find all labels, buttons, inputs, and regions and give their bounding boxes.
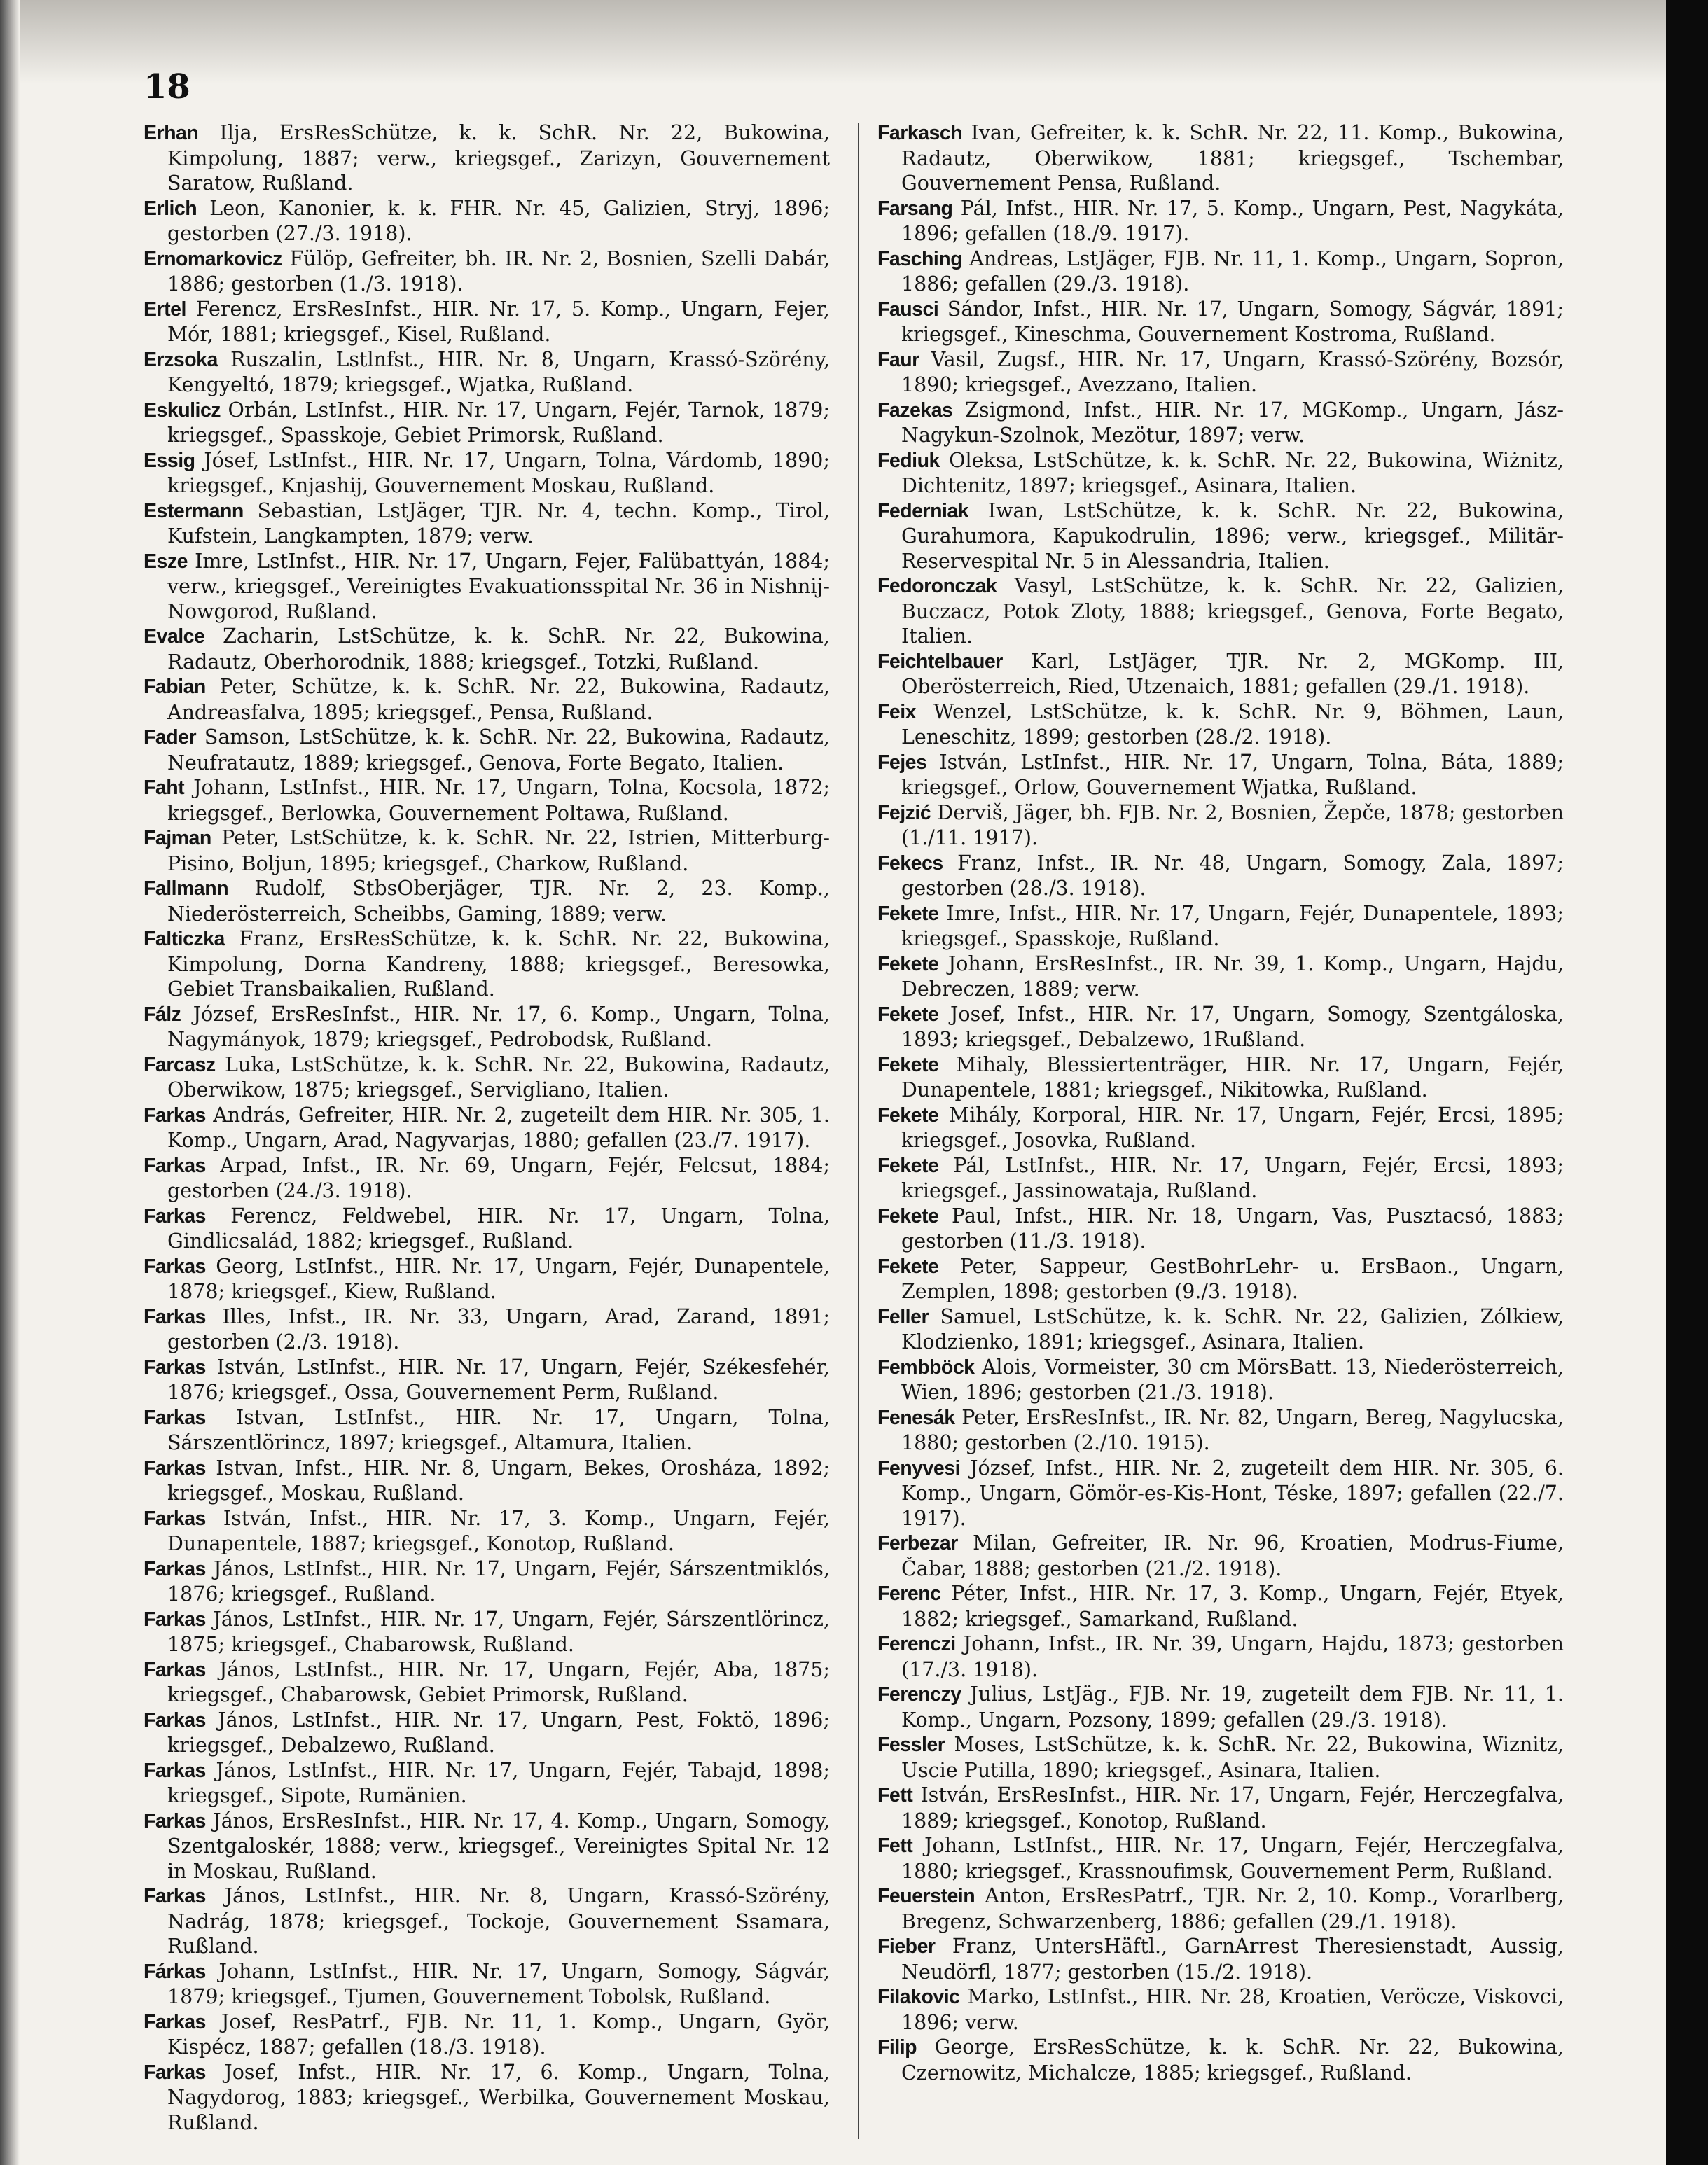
casualty-entry [877, 800, 1564, 851]
entry-details: Moses, LstSchütze, k. k. SchR. Nr. 22, Bukowina, Wiznitz, Uscie Putilla, 1890; kriegsgef., Asinara, Italien. [901, 1733, 1564, 1782]
entry-details: Arpad, Infst., IR. Nr. 69, Ungarn, Fejér, Felcsut, 1884; gestorben (24./3. 1918). [167, 1153, 830, 1202]
entry-surname: Ertel [144, 298, 186, 321]
casualty-entry [144, 1557, 830, 1607]
casualty-entry [877, 1153, 1564, 1204]
casualty-entry [144, 1002, 830, 1052]
casualty-entry [144, 1809, 830, 1884]
entry-surname: Fasching [877, 247, 963, 270]
entry-surname: Fader [144, 726, 197, 749]
casualty-entry [877, 398, 1564, 448]
entry-surname: Farkas [144, 1809, 206, 1832]
casualty-entry [877, 120, 1564, 196]
entry-details: Johann, LstInfst., HIR. Nr. 17, Ungarn, Tolna, Kocsola, 1872; kriegsgef., Berlowka, Gouvernement Poltawa, Rußland. [167, 776, 830, 825]
entry-details: Milan, Gefreiter, IR. Nr. 96, Kroatien, Modrus-Fiume, Čabar, 1888; gestorben (21./2. 1918). [901, 1531, 1564, 1580]
casualty-entry [144, 246, 830, 297]
casualty-entry [877, 499, 1564, 574]
casualty-entry [877, 1682, 1564, 1732]
entry-details: Ruszalin, Lstlnfst., HIR. Nr. 8, Ungarn, Krassó-Szörény, Kengyeltó, 1879; kriegsgef., Wjatka, Rußland. [167, 347, 830, 396]
entry-details: Johann, ErsResInfst., IR. Nr. 39, 1. Komp., Ungarn, Hajdu, Debreczen, 1889; verw. [901, 952, 1564, 1001]
casualty-entry [877, 573, 1564, 649]
entry-surname: Estermann [144, 499, 244, 522]
entry-surname: Esze [144, 550, 188, 573]
casualty-entry [144, 1103, 830, 1153]
casualty-entry [144, 2060, 830, 2136]
casualty-entry [144, 826, 830, 876]
entry-surname: Farkas [144, 1456, 206, 1480]
entry-details: Pál, Infst., HIR. Nr. 17, 5. Komp., Ungarn, Pest, Nagykáta, 1896; gefallen (18./9. 1917). [901, 196, 1564, 245]
entry-surname: Erhan [144, 122, 199, 144]
entry-details: István, LstInfst., HIR. Nr. 17, Ungarn, Tolna, Báta, 1889; kriegsgef., Orlow, Gouvernement Wjatka, Rußland. [901, 750, 1564, 799]
casualty-entry [877, 1405, 1564, 1456]
casualty-entry [877, 1732, 1564, 1783]
entry-surname: Farkas [144, 1608, 206, 1631]
entry-surname: Fekete [877, 1204, 939, 1227]
entry-details: Zacharin, LstSchütze, k. k. SchR. Nr. 22, Bukowina, Radautz, Oberhorodnik, 1888; kriegsgef., Totzki, Rußland. [167, 625, 830, 674]
entry-surname: Farkas [144, 1885, 206, 1907]
entry-surname: Farkas [144, 1759, 206, 1782]
entry-details: Wenzel, LstSchütze, k. k. SchR. Nr. 9, Böhmen, Laun, Leneschitz, 1899; gestorben (28./2. 1918). [901, 699, 1564, 749]
casualty-entry [877, 1934, 1564, 1984]
entry-details: Josef, Infst., HIR. Nr. 17, 6. Komp., Ungarn, Tolna, Nagydorog, 1883; kriegsgef., Werbilka, Gouvernement Moskau, Rußland. [167, 2060, 830, 2134]
casualty-entry [144, 196, 830, 246]
casualty-entry [144, 549, 830, 625]
entry-surname: Filip [877, 2036, 917, 2059]
entry-surname: Fazekas [877, 398, 953, 422]
casualty-entry [877, 1204, 1564, 1254]
entry-surname: Farcasz [144, 1053, 216, 1076]
entry-details: Zsigmond, Infst., HIR. Nr. 17, MGKomp., Ungarn, Jász-Nagykun-Szolnok, Mezötur, 1897; verw. [901, 398, 1564, 447]
casualty-entry [877, 851, 1564, 901]
entry-details: Ilja, ErsResSchütze, k. k. SchR. Nr. 22, Bukowina, Kimpolung, 1887; verw., kriegsgef., Zarizyn, Gouvernement Saratow, Rußland. [167, 121, 830, 195]
casualty-entry [144, 1884, 830, 1959]
entry-surname: Fembböck [877, 1356, 975, 1379]
entry-details: Marko, LstInfst., HIR. Nr. 28, Kroatien, Veröcze, Viskovci, 1896; verw. [901, 1985, 1564, 2034]
entry-details: Imre, Infst., HIR. Nr. 17, Ungarn, Fejér, Dunapentele, 1893; kriegsgef., Spasskoje, Rußland. [901, 901, 1564, 950]
entry-details: Ivan, Gefreiter, k. k. SchR. Nr. 22, 11. Komp., Bukowina, Radautz, Oberwikow, 1881; kriegsgef., Tschembar, Gouvernement Pensa, Rußland. [901, 121, 1564, 195]
casualty-entry [877, 1254, 1564, 1304]
entry-details: Franz, ErsResSchütze, k. k. SchR. Nr. 22, Bukowina, Kimpolung, Dorna Kandreny, 1888; kriegsgef., Beresowka, Gebiet Transbaikalien, Rußland. [167, 927, 830, 1001]
entry-surname: Fedoronczak [877, 575, 997, 597]
entry-details: Orbán, LstInfst., HIR. Nr. 17, Ungarn, Fejér, Tarnok, 1879; kriegsgef., Spasskoje, Gebiet Primorsk, Rußland. [167, 398, 830, 447]
entry-details: Johann, Infst., IR. Nr. 39, Ungarn, Hajdu, 1873; gestorben (17./3. 1918). [901, 1632, 1564, 1681]
casualty-entry [144, 926, 830, 1002]
casualty-entry [144, 1254, 830, 1304]
entry-surname: Farkas [144, 1104, 206, 1127]
entry-details: János, LstInfst., HIR. Nr. 17, Ungarn, Fejér, Sárszentlörincz, 1875; kriegsgef., Chabarowsk, Rußland. [167, 1607, 830, 1656]
casualty-entry [144, 1758, 830, 1809]
entry-details: Josef, ResPatrf., FJB. Nr. 11, 1. Komp., Ungarn, Györ, Kispécz, 1887; gefallen (18./3. 1918). [167, 2010, 830, 2059]
casualty-entry [877, 2035, 1564, 2085]
entry-surname: Farkas [144, 1708, 206, 1732]
entry-surname: Fallmann [144, 877, 229, 900]
casualty-entry [877, 1783, 1564, 1833]
entry-details: János, LstInfst., HIR. Nr. 17, Ungarn, Fejér, Tabajd, 1898; kriegsgef., Sipote, Rumänien. [167, 1758, 830, 1807]
entry-details: Johann, LstInfst., HIR. Nr. 17, Ungarn, Somogy, Ságvár, 1879; kriegsgef., Tjumen, Gouvernement Tobolsk, Rußland. [167, 1959, 830, 2008]
entry-surname: Erzsoka [144, 348, 218, 371]
casualty-entry [877, 1984, 1564, 2035]
entry-surname: Fabian [144, 676, 206, 698]
entry-details: András, Gefreiter, HIR. Nr. 2, zugeteilt dem HIR. Nr. 305, 1. Komp., Ungarn, Arad, Nagyvarjas, 1880; gefallen (23./7. 1917). [167, 1103, 830, 1152]
casualty-entry [877, 1833, 1564, 1884]
entry-details: Iwan, LstSchütze, k. k. SchR. Nr. 22, Bukowina, Gurahumora, Kapukodrulin, 1896; verw., kriegsgef., Militär-Reservespital Nr. 5 in Alessandria, Italien. [901, 499, 1564, 573]
entry-details: Istvan, LstInfst., HIR. Nr. 17, Ungarn, Tolna, Sárszentlörincz, 1897; kriegsgef., Altamura, Italien. [167, 1405, 830, 1454]
entry-surname: Eskulicz [144, 398, 221, 422]
entry-details: Peter, Sappeur, GestBohrLehr- u. ErsBaon., Ungarn, Zemplen, 1898; gestorben (9./3. 1918). [901, 1254, 1564, 1303]
casualty-entry [144, 1304, 830, 1355]
entry-details: Sándor, Infst., HIR. Nr. 17, Ungarn, Somogy, Ságvár, 1891; kriegsgef., Kineschma, Gouvernement Kostroma, Rußland. [901, 297, 1564, 346]
casualty-entry [144, 120, 830, 196]
entry-details: Pál, LstInfst., HIR. Nr. 17, Ungarn, Fejér, Ercsi, 1893; kriegsgef., Jassinowataja, Rußland. [901, 1153, 1564, 1202]
casualty-entry [877, 750, 1564, 800]
entry-surname: Fekete [877, 1053, 939, 1076]
entry-surname: Fekete [877, 952, 939, 975]
entry-details: Alois, Vormeister, 30 cm MörsBatt. 13, Niederösterreich, Wien, 1896; gestorben (21./3. 1918). [901, 1355, 1564, 1404]
entry-details: Karl, LstJäger, TJR. Nr. 2, MGKomp. III, Oberösterreich, Ried, Utzenaich, 1881; gefallen (29./1. 1918). [901, 649, 1564, 698]
casualty-entry [144, 624, 830, 674]
casualty-entry [877, 1355, 1564, 1405]
entry-surname: Fenesák [877, 1406, 955, 1429]
casualty-entry [877, 649, 1564, 699]
entry-details: Andreas, LstJäger, FJB. Nr. 11, 1. Komp., Ungarn, Sopron, 1886; gefallen (29./3. 1918). [901, 246, 1564, 295]
casualty-entry [144, 499, 830, 549]
casualty-entry [877, 1103, 1564, 1153]
entry-details: George, ErsResSchütze, k. k. SchR. Nr. 22, Bukowina, Czernowitz, Michalcze, 1885; kriegsgef., Rußland. [901, 2035, 1564, 2084]
entry-details: Anton, ErsResPatrf., TJR. Nr. 2, 10. Komp., Vorarlberg, Bregenz, Schwarzenberg, 1886; gefallen (29./1. 1918). [901, 1884, 1564, 1933]
page-top-shadow [0, 0, 1708, 84]
entry-surname: Federniak [877, 499, 969, 522]
entry-surname: Farkasch [877, 122, 963, 144]
entry-surname: Essig [144, 449, 195, 472]
entry-surname: Fett [877, 1835, 913, 1857]
entry-details: István, LstInfst., HIR. Nr. 17, Ungarn, Fejér, Székesfehér, 1876; kriegsgef., Ossa, Gouvernement Perm, Rußland. [167, 1355, 830, 1404]
entry-surname: Farkas [144, 1406, 206, 1429]
casualty-entry [144, 1204, 830, 1254]
entry-surname: Feller [877, 1305, 929, 1328]
entry-surname: Farkas [144, 2061, 206, 2084]
entry-details: József, Infst., HIR. Nr. 2, zugeteilt dem HIR. Nr. 305, 6. Komp., Ungarn, Gömör-es-Kis-Hont, Téske, 1897; gefallen (22./7. 1917). [901, 1456, 1564, 1530]
casualty-entry [877, 699, 1564, 750]
entry-surname: Fekecs [877, 851, 943, 875]
entry-details: János, ErsResInfst., HIR. Nr. 17, 4. Komp., Ungarn, Somogy, Szentgaloskér, 1888; verw., kriegsgef., Vereinigtes Spital Nr. 12 in Moskau, Rußland. [167, 1809, 830, 1883]
entry-surname: Fajman [144, 827, 211, 849]
entry-surname: Farkas [144, 1557, 206, 1580]
entry-surname: Farsang [877, 197, 953, 220]
casualty-entry [144, 1959, 830, 2010]
casualty-entry [144, 1052, 830, 1103]
casualty-entry [144, 1355, 830, 1405]
casualty-entry [877, 297, 1564, 347]
casualty-entry [877, 1884, 1564, 1934]
entry-surname: Filakovic [877, 1986, 960, 2008]
entry-details: Rudolf, StbsOberjäger, TJR. Nr. 2, 23. Komp., Niederösterreich, Scheibbs, Gaming, 1889; verw. [167, 877, 830, 926]
entry-surname: Farkas [144, 1305, 206, 1328]
entry-details: Samson, LstSchütze, k. k. SchR. Nr. 22, Bukowina, Radautz, Neufratautz, 1889; kriegsgef., Genova, Forte Begato, Italien. [167, 725, 830, 774]
casualty-entry [144, 775, 830, 826]
entry-surname: Farkas [144, 1356, 206, 1379]
entry-surname: Farkas [144, 1154, 206, 1177]
entry-details: Luka, LstSchütze, k. k. SchR. Nr. 22, Bukowina, Radautz, Oberwikow, 1875; kriegsgef., Servigliano, Italien. [167, 1052, 830, 1101]
entry-surname: Faur [877, 348, 919, 371]
entry-details: Peter, Schütze, k. k. SchR. Nr. 22, Bukowina, Radautz, Andreasfalva, 1895; kriegsgef., Pensa, Rußland. [167, 675, 830, 724]
entry-surname: Fekete [877, 1104, 939, 1127]
casualty-entry [877, 1531, 1564, 1581]
entry-details: Istvan, Infst., HIR. Nr. 8, Ungarn, Bekes, Orosháza, 1892; kriegsgef., Moskau, Rußland. [167, 1456, 830, 1505]
casualty-entry [877, 952, 1564, 1002]
left-column [144, 120, 830, 2135]
entry-details: Peter, LstSchütze, k. k. SchR. Nr. 22, Istrien, Mitterburg-Pisino, Boljun, 1895; kriegsgef., Charkow, Rußland. [167, 826, 830, 875]
entry-surname: Fausci [877, 298, 939, 321]
entry-details: János, LstInfst., HIR. Nr. 17, Ungarn, Fejér, Aba, 1875; kriegsgef., Chabarowsk, Gebiet Primorsk, Rußland. [167, 1657, 830, 1706]
casualty-entry [144, 876, 830, 926]
entry-details: Imre, LstInfst., HIR. Nr. 17, Ungarn, Fejer, Falübattyán, 1884; verw., kriegsgef., Vereinigtes Evakuationsspital Nr. 36 in Nishnij-Nowgorod, Rußland. [167, 549, 830, 623]
casualty-entry [144, 398, 830, 448]
entry-details: Fülöp, Gefreiter, bh. IR. Nr. 2, Bosnien, Szelli Dabár, 1886; gestorben (1./3. 1918). [167, 246, 830, 295]
entry-surname: Ernomarkovicz [144, 247, 282, 270]
casualty-entry [144, 725, 830, 775]
entry-surname: Fárkas [144, 1960, 206, 1983]
entry-details: Paul, Infst., HIR. Nr. 18, Ungarn, Vas, Pusztacsó, 1883; gestorben (11./3. 1918). [901, 1204, 1564, 1253]
casualty-entry [877, 347, 1564, 398]
casualty-entry [144, 1506, 830, 1557]
column-divider [858, 123, 859, 2139]
entry-details: Ferencz, ErsResInfst., HIR. Nr. 17, 5. Komp., Ungarn, Fejer, Mór, 1881; kriegsgef., Kisel, Rußland. [167, 297, 830, 346]
entry-details: István, Infst., HIR. Nr. 17, 3. Komp., Ungarn, Fejér, Dunapentele, 1887; kriegsgef., Konotop, Rußland. [167, 1506, 830, 1555]
entry-surname: Fekete [877, 1003, 939, 1026]
entry-surname: Farkas [144, 1255, 206, 1278]
entry-surname: Ferenczi [877, 1633, 956, 1655]
entry-details: Peter, ErsResInfst., IR. Nr. 82, Ungarn, Bereg, Nagylucska, 1880; gestorben (2./10. 1915). [901, 1405, 1564, 1454]
entry-details: Johann, LstInfst., HIR. Nr. 17, Ungarn, Fejér, Herczegfalva, 1880; kriegsgef., Krassnoufimsk, Gouvernement Perm, Rußland. [901, 1834, 1564, 1883]
page-number: 18 [144, 67, 190, 106]
entry-details: Mihaly, Blessiertenträger, HIR. Nr. 17, Ungarn, Fejér, Dunapentele, 1881; kriegsgef., Nikitowka, Rußland. [901, 1052, 1564, 1101]
entry-surname: Ferbezar [877, 1532, 958, 1554]
entry-surname: Fett [877, 1784, 913, 1807]
entry-details: Mihály, Korporal, HIR. Nr. 17, Ungarn, Fejér, Ercsi, 1895; kriegsgef., Josovka, Rußland. [901, 1103, 1564, 1152]
entry-details: Ferencz, Feldwebel, HIR. Nr. 17, Ungarn, Tolna, Gindlicsalád, 1882; kriegsgef., Rußland. [167, 1204, 830, 1253]
entry-surname: Falticzka [144, 928, 225, 950]
casualty-entry [144, 1456, 830, 1506]
entry-details: János, LstInfst., HIR. Nr. 8, Ungarn, Krassó-Szörény, Nadrág, 1878; kriegsgef., Tockoje, Gouvernement Ssamara, Rußland. [167, 1884, 830, 1958]
casualty-entry [144, 1708, 830, 1758]
entry-details: Derviš, Jäger, bh. FJB. Nr. 2, Bosnien, Žepče, 1878; gestorben (1./11. 1917). [901, 800, 1564, 849]
entry-surname: Feuerstein [877, 1885, 975, 1907]
page-left-edge [0, 0, 20, 2165]
casualty-entry [144, 1153, 830, 1204]
entry-surname: Farkas [144, 1658, 206, 1681]
entry-surname: Feix [877, 700, 917, 723]
casualty-entry [877, 246, 1564, 297]
casualty-entry [144, 347, 830, 398]
entry-surname: Farkas [144, 1204, 206, 1227]
casualty-entry [144, 1657, 830, 1708]
entry-surname: Fekete [877, 1154, 939, 1177]
casualty-entry [144, 674, 830, 725]
entry-surname: Evalce [144, 625, 205, 648]
entry-details: Georg, LstInfst., HIR. Nr. 17, Ungarn, Fejér, Dunapentele, 1878; kriegsgef., Kiew, Rußland. [167, 1254, 830, 1303]
entry-details: János, LstInfst., HIR. Nr. 17, Ungarn, Fejér, Sárszentmiklós, 1876; kriegsgef., Rußland. [167, 1557, 830, 1606]
casualty-entry [144, 2010, 830, 2060]
entry-details: Péter, Infst., HIR. Nr. 17, 3. Komp., Ungarn, Fejér, Etyek, 1882; kriegsgef., Samarkand, Rußland. [901, 1582, 1564, 1631]
entry-details: Illes, Infst., IR. Nr. 33, Ungarn, Arad, Zarand, 1891; gestorben (2./3. 1918). [167, 1304, 830, 1353]
entry-surname: Ferenczy [877, 1683, 961, 1706]
entry-details: Josef, Infst., HIR. Nr. 17, Ungarn, Somogy, Szentgáloska, 1893; kriegsgef., Debalzewo, 1Rußland. [901, 1002, 1564, 1051]
entry-surname: Fieber [877, 1935, 936, 1958]
entry-surname: Fekete [877, 902, 939, 925]
entry-surname: Fálz [144, 1003, 181, 1026]
entry-surname: Fejes [877, 751, 927, 774]
casualty-entry [877, 1631, 1564, 1682]
casualty-entry [144, 297, 830, 347]
casualty-entry [877, 1002, 1564, 1052]
casualty-entry [144, 1607, 830, 1657]
entry-surname: Faht [144, 777, 185, 799]
entry-details: Franz, UntersHäftl., GarnArrest Theresienstadt, Aussig, Neudörfl, 1877; gestorben (15./2. 1918). [901, 1935, 1564, 1984]
casualty-entry [877, 1456, 1564, 1531]
casualty-entry [877, 196, 1564, 246]
entry-surname: Farkas [144, 2010, 206, 2033]
entry-surname: Erlich [144, 197, 197, 220]
entry-surname: Fessler [877, 1734, 945, 1756]
entry-details: Vasil, Zugsf., HIR. Nr. 17, Ungarn, Krassó-Szörény, Bozsór, 1890; kriegsgef., Avezzano, Italien. [901, 347, 1564, 396]
entry-details: Leon, Kanonier, k. k. FHR. Nr. 45, Galizien, Stryj, 1896; gestorben (27./3. 1918). [167, 196, 830, 245]
casualty-entry [877, 1052, 1564, 1103]
entry-details: Vasyl, LstSchütze, k. k. SchR. Nr. 22, Galizien, Buczacz, Potok Zloty, 1888; kriegsgef., Genova, Forte Begato, Italien. [901, 574, 1564, 648]
entry-details: Sebastian, LstJäger, TJR. Nr. 4, techn. Komp., Tirol, Kufstein, Langkampten, 1879; verw. [167, 499, 830, 548]
entry-surname: Fenyvesi [877, 1456, 960, 1480]
entry-surname: Fediuk [877, 449, 940, 472]
casualty-entry [877, 448, 1564, 499]
casualty-entry [144, 448, 830, 499]
entry-surname: Farkas [144, 1507, 206, 1530]
entry-surname: Feichtelbauer [877, 650, 1003, 673]
entry-details: Oleksa, LstSchütze, k. k. SchR. Nr. 22, Bukowina, Wiżnitz, Dichtenitz, 1897; kriegsgef., Asinara, Italien. [901, 448, 1564, 497]
casualty-entry [877, 901, 1564, 952]
entry-details: János, LstInfst., HIR. Nr. 17, Ungarn, Pest, Foktö, 1896; kriegsgef., Debalzewo, Rußland. [167, 1708, 830, 1757]
entry-surname: Ferenc [877, 1582, 941, 1605]
page-right-edge [1666, 0, 1708, 2165]
entry-details: István, ErsResInfst., HIR. Nr. 17, Ungarn, Fejér, Herczegfalva, 1889; kriegsgef., Konotop, Rußland. [901, 1783, 1564, 1832]
entry-details: Samuel, LstSchütze, k. k. SchR. Nr. 22, Galizien, Zólkiew, Klodzienko, 1891; kriegsgef., Asinara, Italien. [901, 1304, 1564, 1353]
entry-details: Jósef, LstInfst., HIR. Nr. 17, Ungarn, Tolna, Várdomb, 1890; kriegsgef., Knjashij, Gouvernement Moskau, Rußland. [167, 448, 830, 497]
casualty-entry [877, 1581, 1564, 1631]
casualty-entry [144, 1405, 830, 1456]
entry-surname: Fejzić [877, 801, 931, 824]
entry-details: Julius, LstJäg., FJB. Nr. 19, zugeteilt dem FJB. Nr. 11, 1. Komp., Ungarn, Pozsony, 1899; gefallen (29./3. 1918). [901, 1683, 1564, 1732]
casualty-entry [877, 1304, 1564, 1355]
entry-details: József, ErsResInfst., HIR. Nr. 17, 6. Komp., Ungarn, Tolna, Nagymányok, 1879; kriegsgef., Pedrobodsk, Rußland. [167, 1002, 830, 1051]
entry-surname: Fekete [877, 1255, 939, 1278]
right-column [877, 120, 1564, 2085]
entry-details: Franz, Infst., IR. Nr. 48, Ungarn, Somogy, Zala, 1897; gestorben (28./3. 1918). [901, 851, 1564, 900]
